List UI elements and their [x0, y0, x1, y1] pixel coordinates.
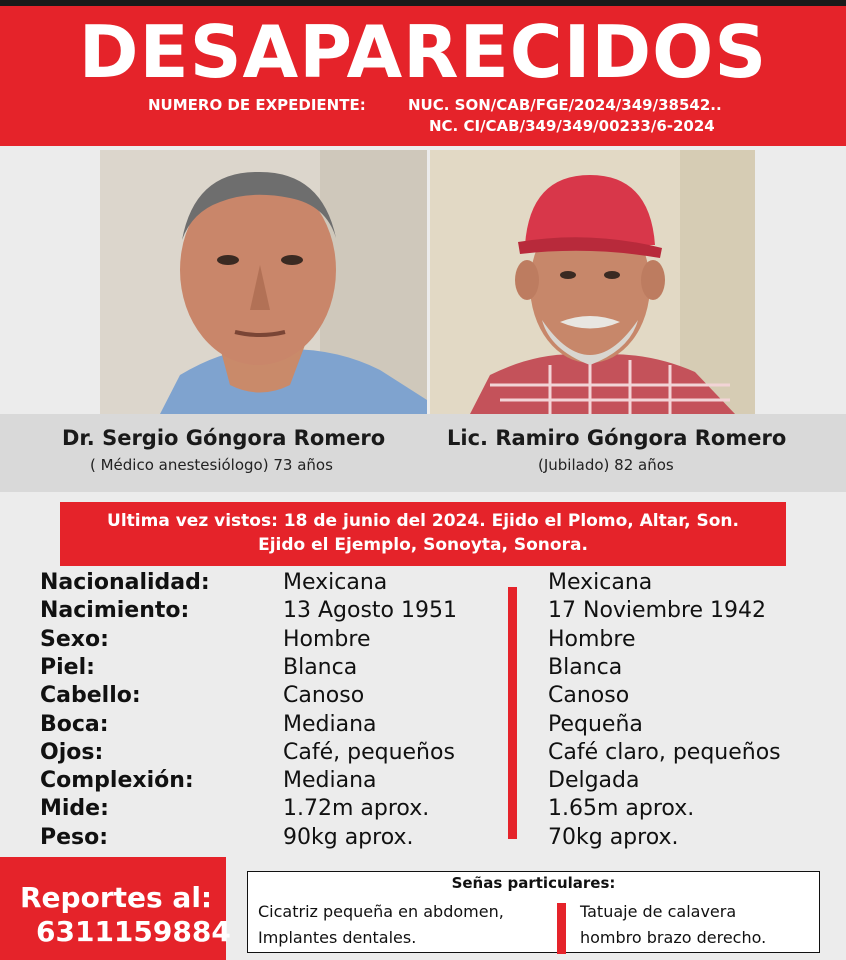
detail-label: Boca:: [40, 711, 109, 737]
person-2-subtitle: (Jubilado) 82 años: [538, 456, 674, 474]
expediente-number-1: NUC. SON/CAB/FGE/2024/349/38542..: [408, 96, 722, 114]
detail-label: Sexo:: [40, 626, 109, 652]
detail-value-person-2: Delgada: [548, 768, 640, 794]
page-title: DESAPARECIDOS: [78, 10, 768, 94]
detail-row: [0, 795, 846, 823]
person-2-name: Lic. Ramiro Góngora Romero: [447, 426, 787, 450]
marks-person-2-line-2: hombro brazo derecho.: [580, 928, 767, 947]
last-seen-banner: [60, 502, 786, 566]
detail-label: Ojos:: [40, 739, 104, 765]
marks-person-1-line-2: Implantes dentales.: [258, 928, 417, 947]
detail-row: [0, 739, 846, 767]
distinguishing-marks-person-1: [258, 899, 504, 951]
reports-label: Reportes al:: [20, 881, 213, 914]
expediente-label: NUMERO DE EXPEDIENTE:: [148, 96, 366, 114]
distinguishing-marks-title: Señas particulares:: [451, 874, 616, 892]
detail-label: Nacionalidad:: [40, 570, 210, 595]
detail-row: [0, 597, 846, 625]
detail-label: Cabello:: [40, 683, 141, 709]
detail-row: [0, 711, 846, 739]
detail-value-person-1: Mexicana: [283, 570, 388, 595]
detail-value-person-1: Mediana: [283, 711, 377, 737]
detail-value-person-1: Mediana: [283, 768, 377, 794]
last-seen-line-2: Ejido el Ejemplo, Sonoyta, Sonora.: [258, 535, 588, 555]
detail-value-person-2: 17 Noviembre 1942: [548, 598, 767, 624]
photo-person-1: [100, 150, 427, 414]
detail-value-person-1: Canoso: [283, 683, 365, 709]
detail-row: [0, 654, 846, 682]
detail-value-person-2: Mexicana: [548, 570, 653, 595]
detail-row: [0, 569, 846, 597]
person-1-name: Dr. Sergio Góngora Romero: [62, 426, 386, 450]
detail-label: Peso:: [40, 824, 109, 850]
detail-label: Complexión:: [40, 768, 194, 794]
detail-row: [0, 626, 846, 654]
detail-value-person-2: Canoso: [548, 683, 630, 709]
detail-value-person-1: 90kg aprox.: [283, 824, 414, 850]
detail-label: Piel:: [40, 654, 95, 680]
marks-divider: [557, 903, 566, 954]
detail-value-person-2: Pequeña: [548, 711, 643, 737]
detail-value-person-2: Café claro, pequeños: [548, 739, 781, 765]
distinguishing-marks-person-2: [580, 899, 766, 951]
detail-value-person-2: Blanca: [548, 654, 623, 680]
detail-value-person-2: 70kg aprox.: [548, 824, 679, 850]
detail-value-person-1: Café, pequeños: [283, 739, 455, 765]
detail-row: [0, 767, 846, 795]
reports-box: [0, 857, 231, 960]
detail-value-person-1: Hombre: [283, 626, 371, 652]
marks-person-2-line-1: Tatuaje de calavera: [580, 902, 737, 921]
expediente-number-2: NC. CI/CAB/349/349/00233/6-2024: [429, 117, 715, 135]
detail-label: Mide:: [40, 796, 109, 822]
detail-row: [0, 824, 846, 852]
header-banner: [0, 6, 846, 146]
reports-phone: 6311159884: [36, 915, 231, 948]
distinguishing-marks-box: [247, 871, 820, 953]
photo-person-2: [430, 150, 755, 414]
last-seen-line-1: Ultima vez vistos: 18 de junio del 2024. Ejido el Plomo, Altar, Son.: [107, 511, 739, 531]
detail-value-person-1: Blanca: [283, 654, 358, 680]
detail-value-person-2: 1.65m aprox.: [548, 796, 695, 822]
detail-row: [0, 682, 846, 710]
person-1-subtitle: ( Médico anestesiólogo) 73 años: [90, 456, 333, 474]
detail-label: Nacimiento:: [40, 598, 190, 624]
marks-person-1-line-1: Cicatriz pequeña en abdomen,: [258, 902, 504, 921]
detail-value-person-1: 13 Agosto 1951: [283, 598, 457, 624]
detail-value-person-1: 1.72m aprox.: [283, 796, 430, 822]
detail-value-person-2: Hombre: [548, 626, 636, 652]
